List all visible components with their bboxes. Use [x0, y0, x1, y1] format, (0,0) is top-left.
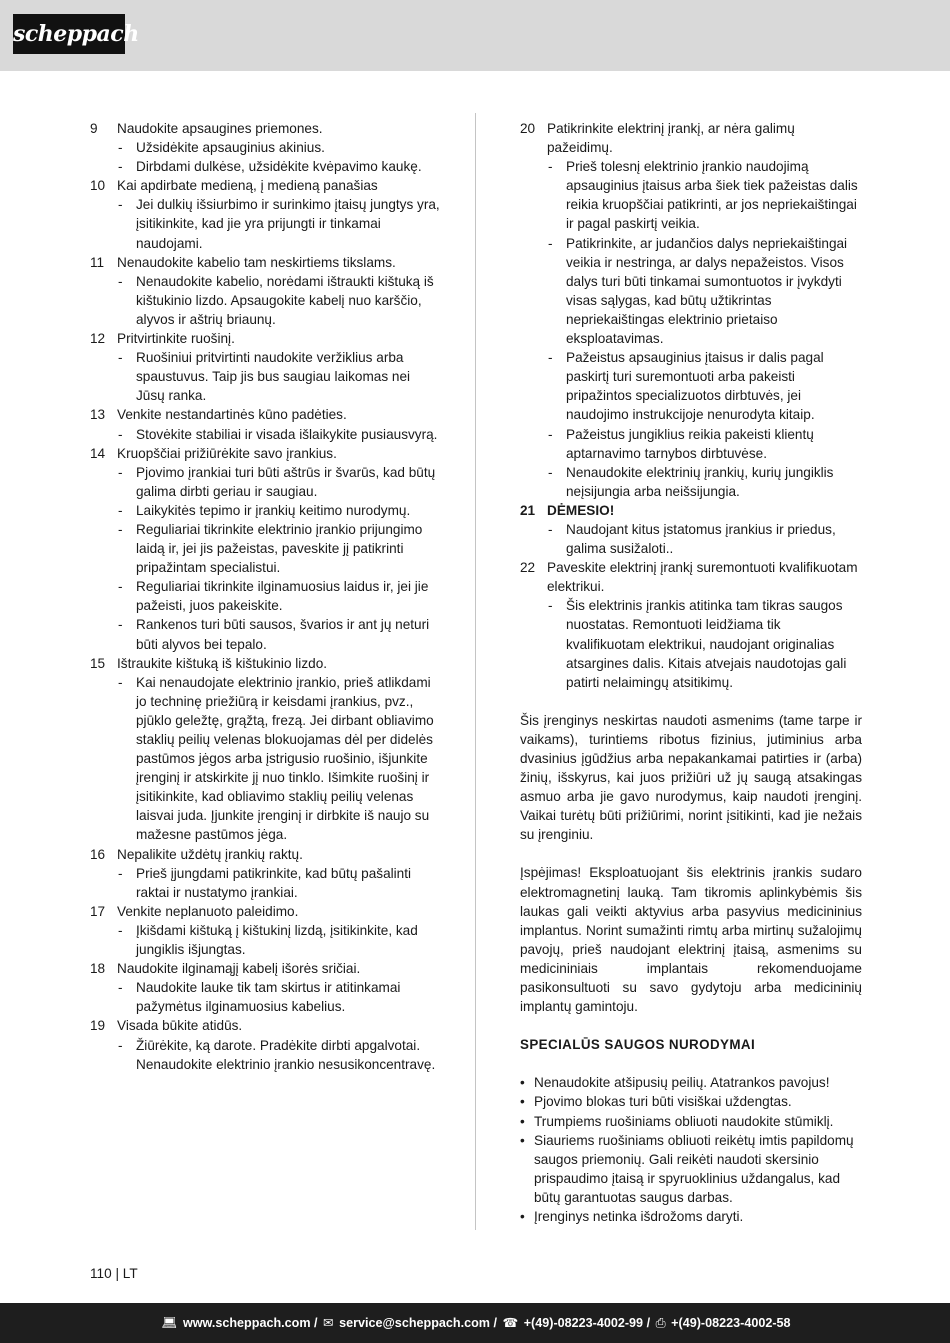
list-item [520, 501, 862, 558]
dash-marker: - [548, 464, 553, 480]
item-title: Ištraukite kištuką iš kištukinio lizdo. [117, 655, 328, 671]
sub-item-text: Ruošiniui pritvirtinti naudokite veržiklius arba spaustuvus. Taip jis bus saugiau laikomas nei Jūsų ranka. [136, 350, 411, 404]
dash-marker: - [118, 273, 123, 289]
sub-item-text: Rankenos turi būti sausos, švarios ir ant jų neturi būti alyvos bei tepalo. [136, 617, 430, 652]
sub-item [520, 520, 862, 558]
numbered-list-right [520, 119, 862, 692]
bullet-item [520, 1092, 862, 1111]
footer-separator: / [493, 1316, 501, 1330]
list-item-heading [90, 845, 440, 864]
sub-item [90, 348, 440, 405]
bullet-text: Trumpiems ruošiniams obliuoti naudokite stūmiklį. [534, 1113, 834, 1129]
dash-marker: - [118, 922, 123, 938]
item-number: 20 [520, 121, 536, 136]
sub-item [90, 501, 440, 520]
footer-phone: +(49)-08223-4002-99 [523, 1316, 644, 1330]
electromagnetic-warning-paragraph: Įspėjimas! Eksploatuojant šis elektrinis įrankis sudaro elektromagnetinį lauką. Tam tikromis aplinkybėmis šis laukas gali veikti aktyvius arba pasyvius medicininius implantus. Norint sumažinti rimtų arba mirtinų sužalojimų pavojų, prieš naudojant elektrinį įtaisą, asmenims su medicininiais implantais rekomenduojame pasikonsultuoti su savo gydytoju arba medicininių implantų gamintoju. [520, 865, 862, 1015]
page-number [90, 1266, 138, 1281]
bullet-text: Pjovimo blokas turi būti visiškai uždengtas. [534, 1094, 792, 1110]
sub-item-text: Naudojant kitus įstatomus įrankius ir priedus, galima susižaloti.. [566, 521, 836, 557]
item-title: Pritvirtinkite ruošinį. [117, 331, 235, 347]
sub-item-text: Prieš tolesnį elektrinio įrankio naudojimą apsauginius įtaisus arba šiek tiek pažeistas dalis reikia kruopščiai patikrinti, ar jos nepriekaištingai ir pagal paskirtį veikia. [566, 159, 858, 232]
bullet-text: Nenaudokite atšipusių peilių. Atatrankos pavojus! [534, 1075, 830, 1091]
dash-marker: - [548, 159, 553, 175]
list-item [90, 329, 440, 405]
sub-item [520, 463, 862, 501]
item-title: Venkite nestandartinės kūno padėties. [117, 407, 347, 423]
footer-website[interactable]: www.scheppach.com [182, 1316, 311, 1330]
list-item [90, 176, 440, 252]
bullet-icon: • [520, 1208, 525, 1224]
list-item [90, 405, 440, 443]
sub-item-text: Nenaudokite kabelio, norėdami ištraukti kištuką iš kištukinio lizdo. Apsaugokite kabelį nuo karščio, alyvos ir aštrių briaunų. [136, 273, 434, 327]
dash-marker: - [548, 350, 553, 366]
dash-marker: - [118, 159, 123, 175]
sub-item [90, 520, 440, 577]
bullet-item [520, 1131, 862, 1207]
fax-icon: ⎙ [655, 1316, 666, 1330]
sub-item [90, 673, 440, 845]
bullet-item [520, 1112, 862, 1131]
sub-item [520, 425, 862, 463]
bullet-text: Įrenginys netinka išdrožoms daryti. [534, 1208, 744, 1224]
dash-marker: - [118, 464, 123, 480]
list-item-heading [520, 501, 862, 520]
list-item [90, 654, 440, 845]
dash-marker: - [118, 617, 123, 633]
list-item [90, 253, 440, 329]
item-number: 12 [90, 331, 106, 347]
left-column [90, 119, 440, 1074]
list-item-heading [90, 329, 440, 348]
item-number: 16 [90, 846, 106, 862]
list-item-heading [90, 654, 440, 673]
list-item-heading [90, 959, 440, 978]
list-item [520, 558, 862, 692]
item-title: Kai apdirbate medieną, į medieną panašias [117, 178, 378, 194]
item-number: 21 [520, 502, 536, 518]
item-number: 13 [90, 407, 106, 423]
list-item [520, 119, 862, 501]
sub-item-text: Jei dulkių išsiurbimo ir surinkimo įtaisų jungtys yra, įsitikinkite, kad jie yra prijungti ir tinkamai naudojami. [136, 197, 440, 251]
item-title: Patikrinkite elektrinį įrankį, ar nėra galimų pažeidimų. [547, 121, 795, 156]
sub-item [90, 1036, 440, 1074]
brand-logo: scheppach [13, 14, 125, 54]
dash-marker: - [118, 1037, 123, 1053]
sub-item-text: Nenaudokite elektrinių įrankių, kurių jungiklis neįsijungia arba neišsijungia. [566, 464, 834, 499]
bullet-icon: • [520, 1113, 525, 1129]
sub-item [90, 195, 440, 252]
dash-marker: - [118, 502, 123, 518]
item-number: 18 [90, 961, 106, 977]
item-number: 22 [520, 560, 536, 576]
bullet-icon: • [520, 1075, 525, 1091]
item-number: 15 [90, 655, 106, 671]
sub-item [90, 615, 440, 653]
bullet-text: Siauriems ruošiniams obliuoti reikėtų imtis papildomų saugos priemonių. Gali reikėti naudoti skersinio prispaudimo įtaisą ir spyruoklinius uždangalus, kad būtų garantuotas saugus darbas. [534, 1132, 854, 1205]
dash-marker: - [118, 197, 123, 213]
item-number: 11 [90, 254, 105, 270]
list-item-heading [90, 119, 440, 138]
special-safety-list [520, 1073, 862, 1226]
sub-item-text: Reguliariai tikrinkite elektrinio įrankio prijungimo laidą ir, jei jis pažeistas, paveskite jį patikrinti pripažintam specialistui. [136, 521, 423, 576]
dash-marker: - [118, 140, 123, 156]
sub-item-text: Įkišdami kištuką į kištukinį lizdą, įsitikinkite, kad jungiklis išjungtas. [136, 922, 418, 958]
list-item [90, 119, 440, 176]
item-number: 14 [90, 445, 106, 461]
page-number-separator: | [115, 1266, 123, 1281]
sub-item [90, 577, 440, 615]
sub-item-text: Šis elektrinis įrankis atitinka tam tikras saugos nuostatas. Remontuoti leidžiama tik kvalifikuotam elektrikui, naudojant originalias atsargines dalis. Kitais atvejais naudotojas gali patirti nelaimingų atsitikimų. [566, 598, 847, 690]
sub-item-text: Stovėkite stabiliai ir visada išlaikykite pusiausvyrą. [136, 426, 438, 442]
list-item-heading [520, 119, 862, 157]
footer-separator: / [314, 1316, 322, 1330]
sub-item [520, 234, 862, 349]
sub-item [520, 596, 862, 691]
sub-item [90, 921, 440, 959]
sub-item-text: Žiūrėkite, ką darote. Pradėkite dirbti apgalvotai. Nenaudokite elektrinio įrankio nesusikoncentravę. [136, 1037, 436, 1072]
dash-marker: - [118, 980, 123, 996]
item-number: 9 [90, 121, 98, 136]
sub-item-text: Užsidėkite apsauginius akinius. [136, 140, 325, 156]
sub-item [90, 864, 440, 902]
list-item-heading [90, 405, 440, 424]
sub-item [90, 425, 440, 444]
sub-item-text: Reguliariai tikrinkite ilginamuosius laidus ir, jei jie pažeisti, juos pakeiskite. [136, 579, 429, 614]
list-item-heading [90, 176, 440, 195]
bullet-item [520, 1073, 862, 1092]
dash-marker: - [548, 426, 553, 442]
list-item [90, 845, 440, 902]
sub-item [90, 978, 440, 1016]
list-item-heading [90, 444, 440, 463]
sub-item [90, 138, 440, 157]
sub-item-text: Laikykitės tepimo ir įrankių keitimo nurodymų. [136, 502, 411, 518]
sub-item-text: Pažeistus apsauginius įtaisus ir dalis pagal paskirtį turi suremontuoti arba pakeisti pripažintos specializuotos dirbtuvės, jei naudojimo instrukcijoje nenurodyta kitaip. [566, 350, 824, 423]
list-item [90, 444, 440, 654]
page-footer [0, 1303, 950, 1343]
sub-item [90, 272, 440, 329]
list-item-heading [520, 558, 862, 596]
dash-marker: - [118, 674, 123, 690]
sub-item [90, 463, 440, 501]
sub-item-text: Kai nenaudojate elektrinio įrankio, prieš atlikdami jo techninę priežiūrą ir keisdami įrankius, pvz., pjūklo geležtę, grąžtą, frezą. Jei dirbant obliavimo staklių peilių velenas blokuojamas dėl per didelės pastūmos jėgos arba įstrigusio ruošinio, išjunkite įrenginį ir atskirkite jį nuo tinklo. Išimkite ruošinį ir įsitikinkite, kad obliavimo staklių peilių velenas laisvai juda. Įjunkite įrenginį ir dirbkite iš naujo su mažesne pastūmos jėga. [136, 674, 434, 843]
item-title: Venkite neplanuoto paleidimo. [117, 903, 299, 919]
sub-item-text: Pjovimo įrankiai turi būti aštrūs ir švarūs, kad būtų galima dirbti geriau ir saugiau. [136, 464, 436, 499]
sub-item [520, 348, 862, 424]
list-item [90, 959, 440, 1016]
dash-marker: - [548, 521, 553, 537]
bullet-icon: • [520, 1132, 525, 1148]
sub-item-text: Dirbdami dulkėse, užsidėkite kvėpavimo kaukę. [136, 159, 422, 175]
list-item-heading [90, 253, 440, 272]
list-item-heading [90, 1016, 440, 1035]
dash-marker: - [118, 865, 123, 881]
item-title: Nepalikite uždėtų įrankių raktų. [117, 846, 303, 862]
item-title: Kruopščiai prižiūrėkite savo įrankius. [117, 445, 337, 461]
dash-marker: - [548, 235, 553, 251]
item-number: 19 [90, 1018, 106, 1034]
sub-item-text: Patikrinkite, ar judančios dalys nepriekaištingai veikia ir nestringa, ar dalys nepažeistos. Visos dalys turi būti tinkamai sumontuotos ir įvykdyti visas sąlygas, kad būtų užtikrintas nepriekaištingas elektrinio prietaiso eksploatavimas. [566, 235, 848, 347]
special-safety-heading: SPECIALŪS SAUGOS NURODYMAI [520, 1037, 756, 1053]
footer-fax: +(49)-08223-4002-58 [671, 1316, 791, 1330]
item-title: Nenaudokite kabelio tam neskirtiems tikslams. [117, 254, 396, 270]
item-number: 17 [90, 903, 106, 919]
list-item-heading [90, 902, 440, 921]
item-title: Naudokite ilginamąjį kabelį išorės sričiai. [117, 961, 361, 977]
list-item [90, 902, 440, 959]
list-item [90, 1016, 440, 1073]
item-title: Paveskite elektrinį įrankį suremontuoti kvalifikuotam elektrikui. [547, 560, 858, 595]
page-number-value: 110 [90, 1266, 112, 1281]
sub-item [90, 157, 440, 176]
computer-icon: 💻︎ [161, 1316, 178, 1330]
item-title: Naudokite apsaugines priemones. [117, 121, 323, 136]
sub-item-text: Prieš įjungdami patikrinkite, kad būtų pašalinti raktai ir nustatymo įrankiai. [136, 865, 412, 900]
footer-separator: / [646, 1316, 654, 1330]
dash-marker: - [118, 521, 123, 537]
item-title: Visada būkite atidūs. [117, 1018, 243, 1034]
sub-item-text: Pažeistus jungiklius reikia pakeisti klientų aptarnavimo tarnybos dirbtuvėse. [566, 426, 814, 461]
dash-marker: - [118, 579, 123, 595]
sub-item-text: Naudokite lauke tik tam skirtus ir atitinkamai pažymėtus ilginamuosius kabelius. [136, 980, 401, 1015]
sub-item [520, 157, 862, 233]
column-divider [475, 113, 476, 1230]
bullet-item [520, 1207, 862, 1226]
phone-icon: ☎︎ [502, 1316, 519, 1330]
footer-email[interactable]: service@scheppach.com [339, 1316, 490, 1330]
bullet-icon: • [520, 1094, 525, 1110]
item-number: 10 [90, 178, 106, 194]
page-header [0, 0, 950, 71]
usage-restriction-paragraph: Šis įrenginys neskirtas naudoti asmenims (tame tarpe ir vaikams), turintiems ribotus fizinius, jutiminius arba dvasinius įgūdžius arba nepakankamai patirties ir (arba) žinių, išskyrus, kai juos prižiūri už jų saugą atsakingas asmuo arba jie gavo nurodymus, kaip naudoti įrenginį. Vaikai turėtų būti prižiūrimi, norint įsitikinti, kad jie nežais su įrenginiu. [520, 712, 862, 843]
right-column [520, 119, 862, 1226]
dash-marker: - [548, 598, 553, 614]
page-language: LT [122, 1266, 138, 1281]
mail-icon: ✉︎ [323, 1316, 334, 1330]
dash-marker: - [118, 350, 123, 366]
dash-marker: - [118, 426, 123, 442]
item-title: DĖMESIO! [547, 502, 615, 518]
